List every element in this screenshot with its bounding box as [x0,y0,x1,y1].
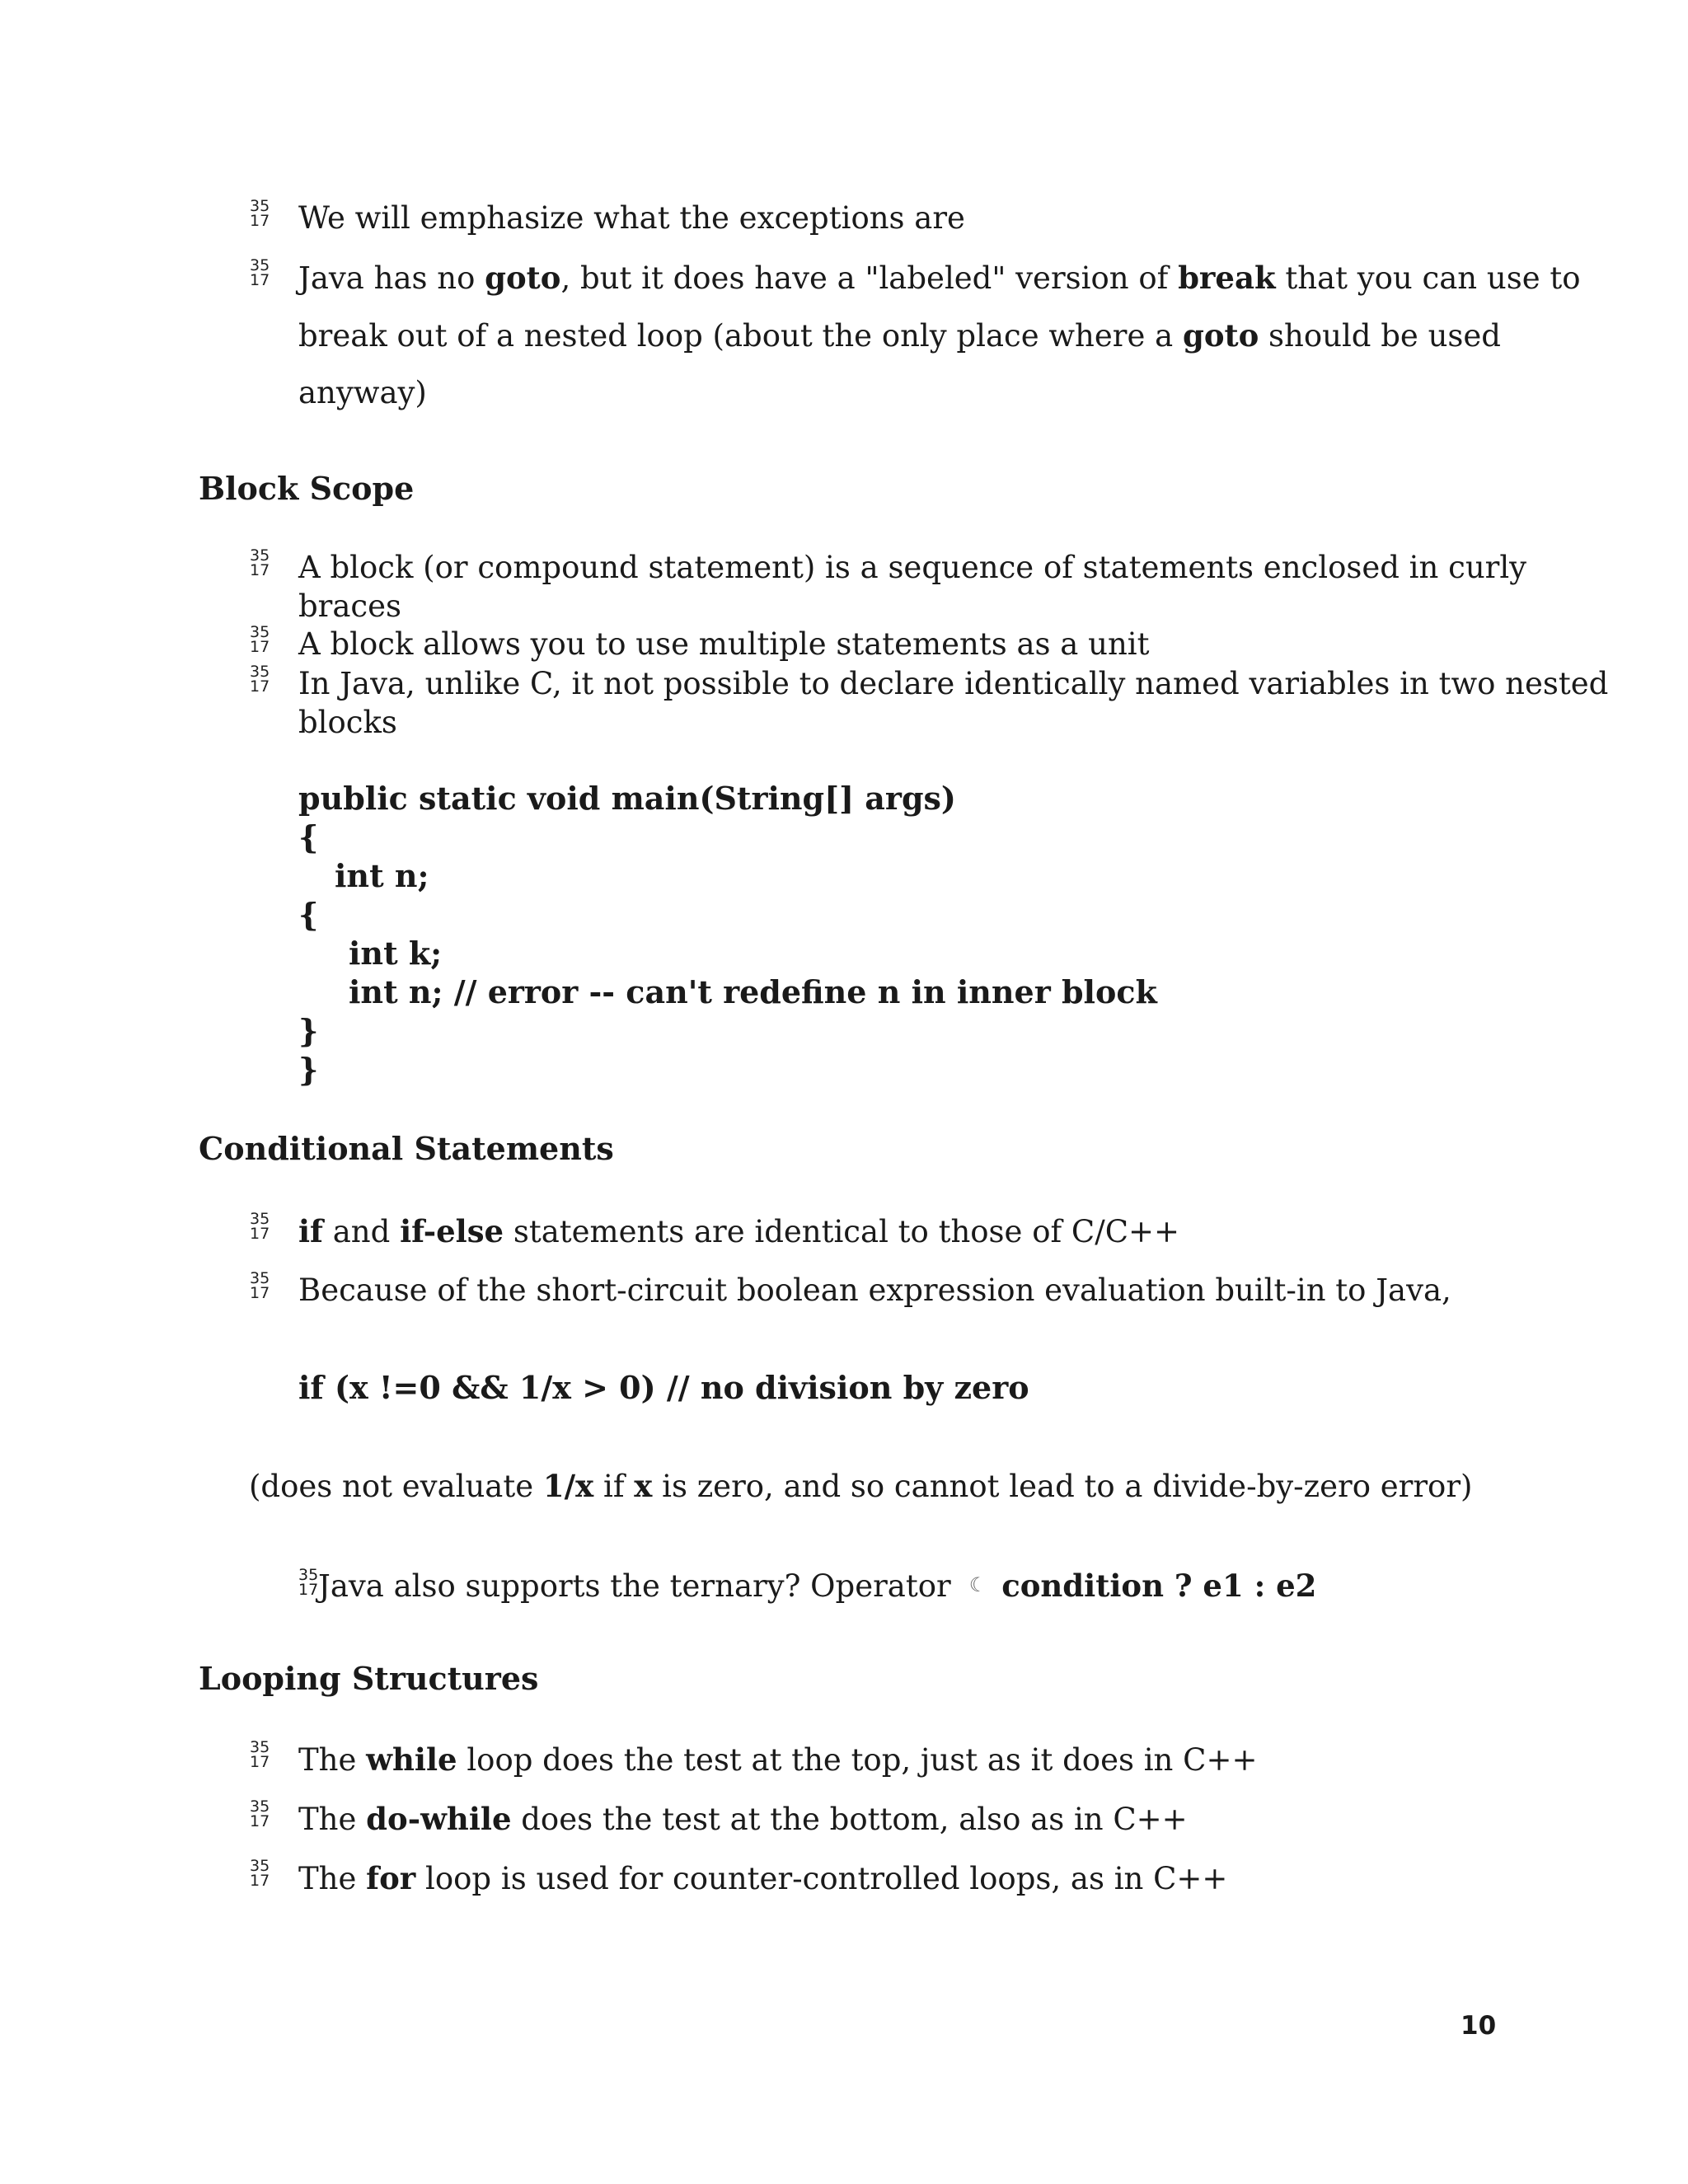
bullet-icon: 35 17 [250,623,270,656]
list-item: The while loop does the test at the top, just as it does in C++ [298,1741,1258,1778]
list-item-continuation: break out of a nested loop (about the only place where a goto should be used [298,317,1501,354]
list-item: We will emphasize what the exceptions are [298,200,965,236]
list-item: The do-while does the test at the bottom, also as in C++ [298,1801,1188,1837]
code-line: public static void main(String[] args) [298,780,956,817]
section-heading: Block Scope [199,470,415,507]
code-line: { [298,896,319,933]
bullet-icon: 35 17 [298,1566,319,1599]
code-line: int k; [349,935,443,972]
bullet-icon: 35 17 [250,1857,270,1890]
list-item: A block (or compound statement) is a sequence of statements enclosed in curly [298,550,1527,585]
list-item: if and if-else statements are identical to those of C/C++ [298,1213,1180,1249]
section-heading: Conditional Statements [199,1130,614,1167]
code-line: { [298,818,319,855]
list-item: In Java, unlike C, it not possible to declare identically named variables in two nested [298,666,1609,701]
list-item: Java has no goto, but it does have a "labeled" version of break that you can use to [298,260,1581,296]
explanation-note: (does not evaluate 1/x if x is zero, and so cannot lead to a divide-by-zero error) [249,1468,1473,1504]
code-line: } [298,1012,319,1049]
arrow-icon: ☾ [968,1573,987,1596]
list-item-continuation: braces [298,588,402,624]
list-item-continuation: blocks [298,705,397,740]
bullet-icon: 35 17 [250,1269,270,1302]
list-item: A block allows you to use multiple statements as a unit [298,626,1150,662]
list-item: Because of the short-circuit boolean expression evaluation built-in to Java, [298,1272,1451,1308]
bullet-icon: 35 17 [250,663,270,696]
list-item-continuation: anyway) [298,375,427,410]
page-number: 10 [1461,2011,1497,2041]
code-line: } [298,1051,319,1088]
list-item: The for loop is used for counter-controlled loops, as in C++ [298,1860,1228,1896]
code-line: int n; [335,857,429,894]
bullet-icon: 35 17 [250,1738,270,1771]
code-line: if (x !=0 && 1/x > 0) // no division by zero [298,1369,1029,1406]
code-line: int n; // error -- can't redefine n in inner block [349,973,1157,1010]
ternary-item: 35 17 Java also supports the ternary? Operator ☾ condition ? e1 : e2 [298,1566,1317,1604]
bullet-icon: 35 17 [250,256,270,289]
section-heading: Looping Structures [199,1660,539,1697]
bullet-icon: 35 17 [250,197,270,230]
bullet-icon: 35 17 [250,1797,270,1830]
bullet-icon: 35 17 [250,1210,270,1243]
bullet-icon: 35 17 [250,546,270,579]
